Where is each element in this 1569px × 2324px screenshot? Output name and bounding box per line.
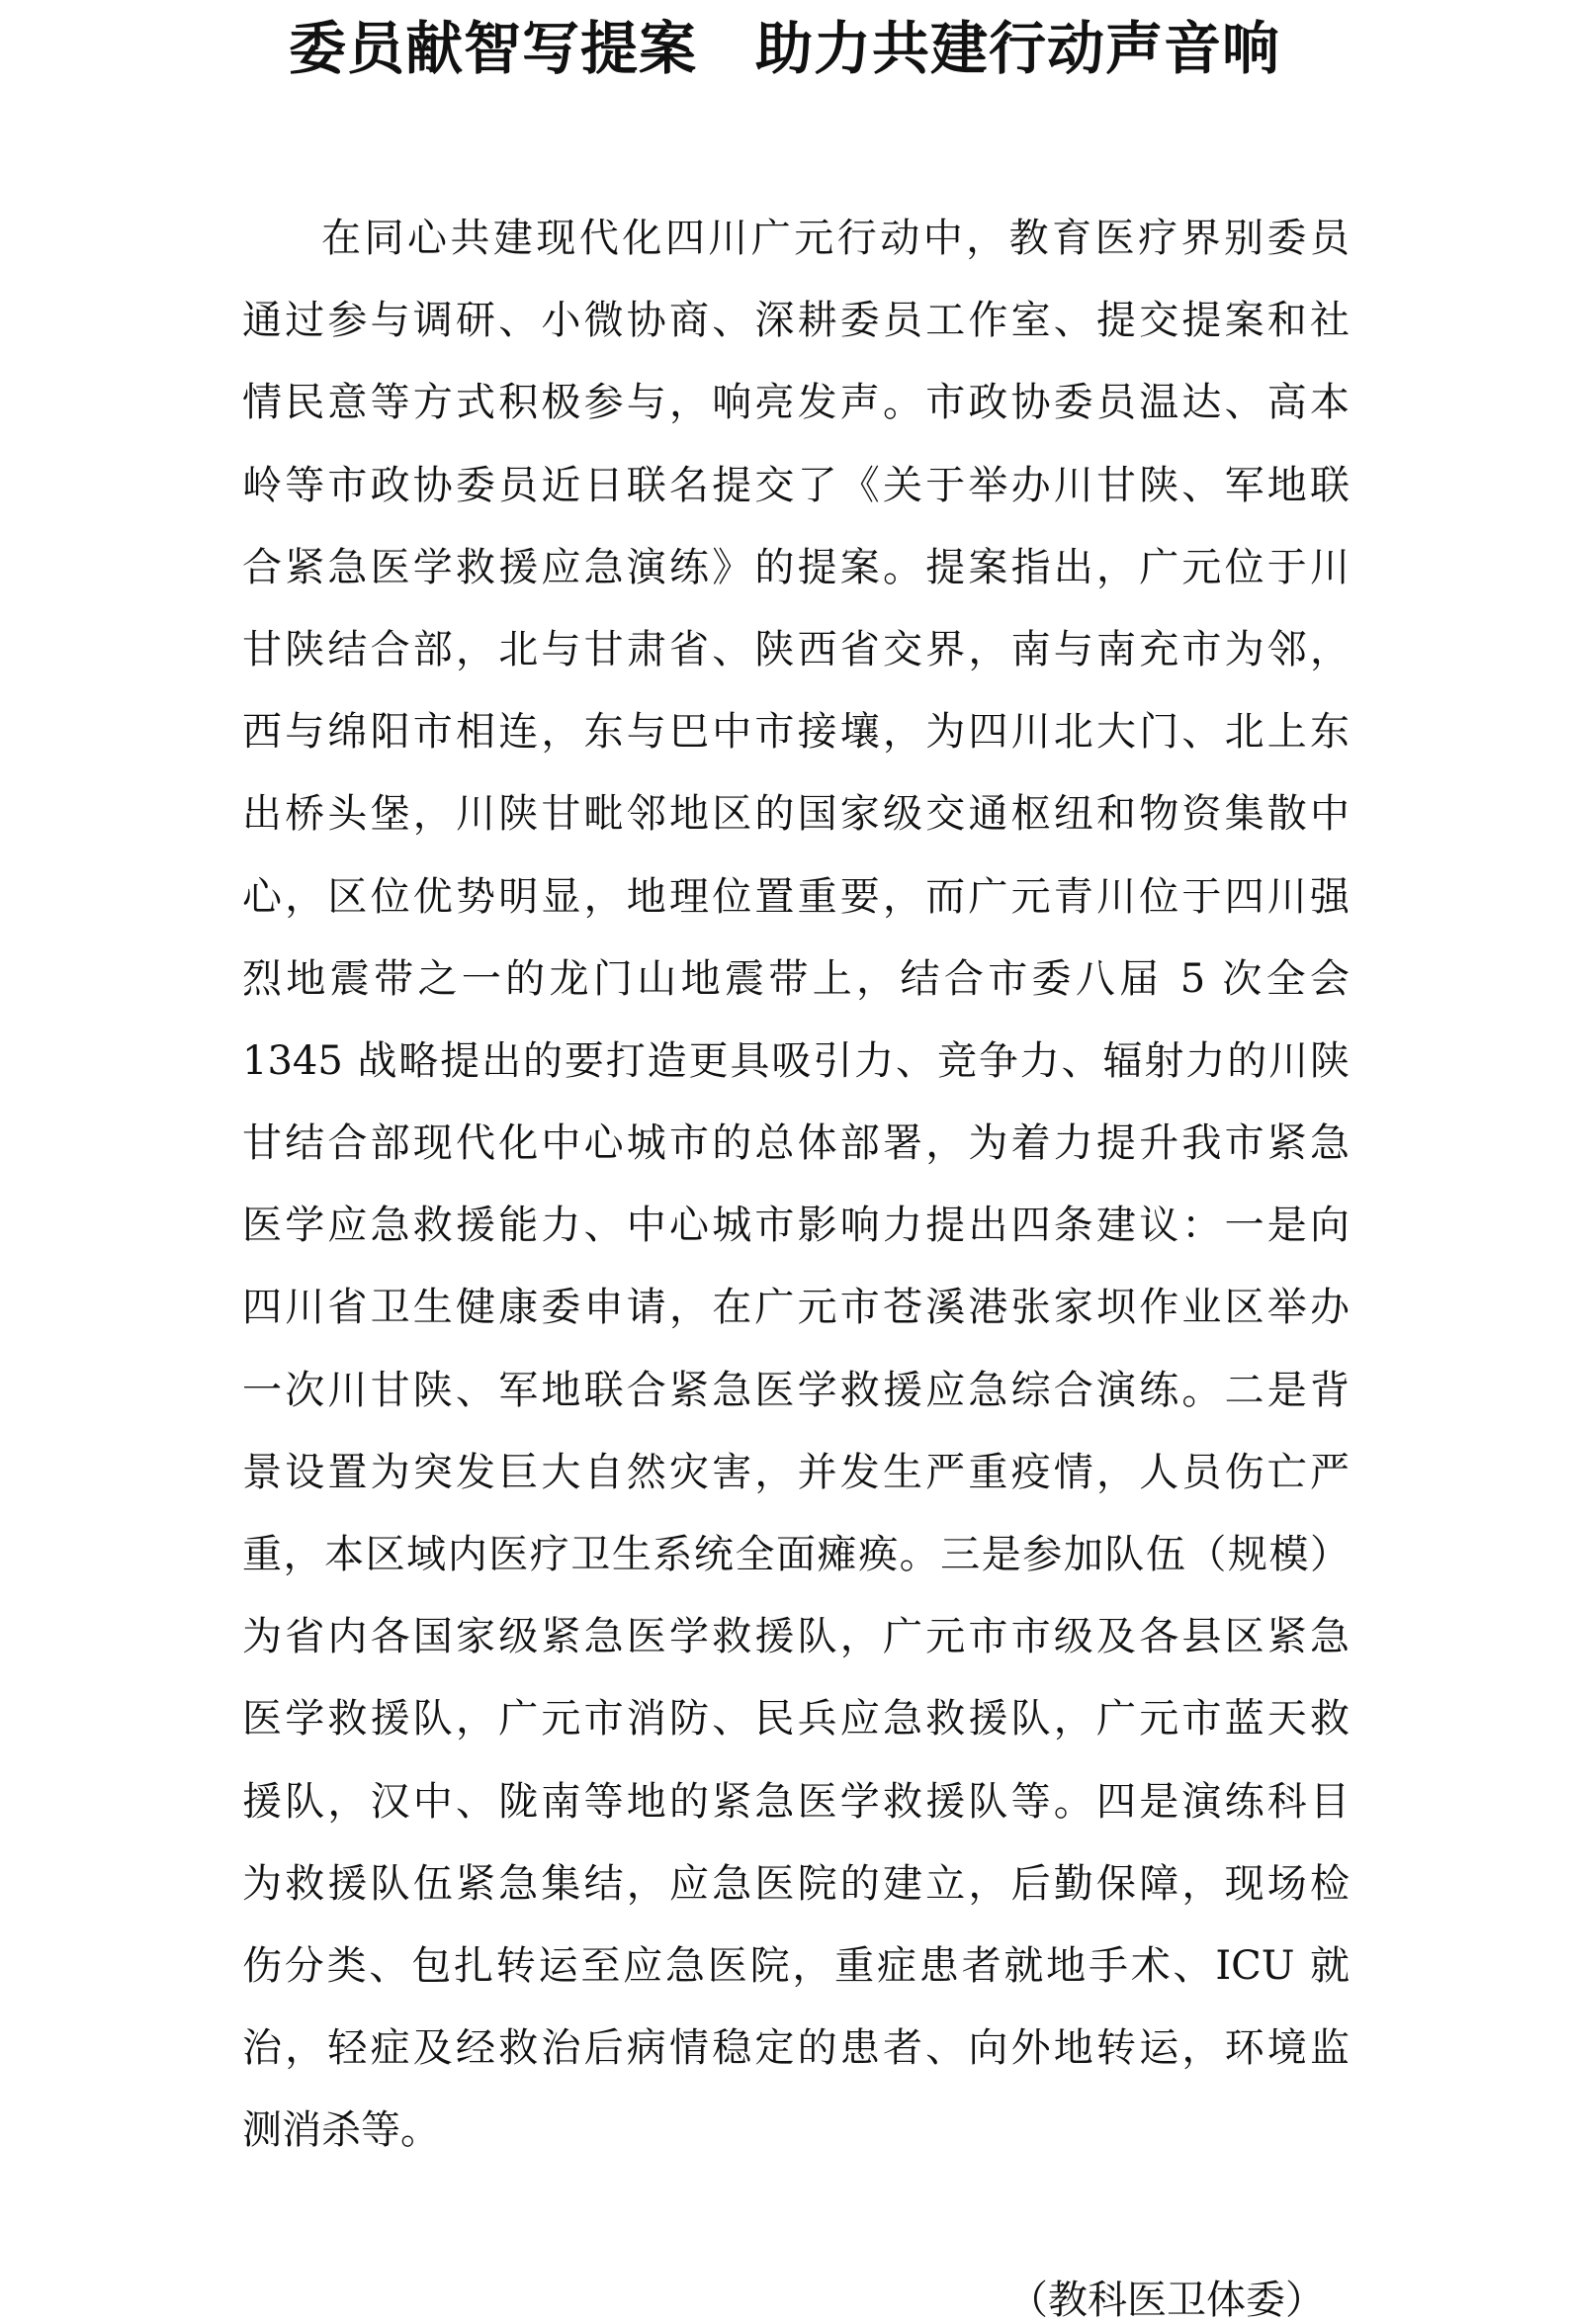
- body-line: 情民意等方式积极参与，响亮发声。市政协委员温达、高本: [242, 380, 1350, 426]
- body-line: 出桥头堡，川陕甘毗邻地区的国家级交通枢纽和物资集散中: [242, 791, 1350, 838]
- body-line: 1345 战略提出的要打造更具吸引力、竞争力、辐射力的川陕: [242, 1037, 1350, 1084]
- body-line: 烈地震带之一的龙门山地震带上，结合市委八届 5 次全会: [242, 955, 1350, 1002]
- body-line: 一次川甘陕、军地联合紧急医学救援应急综合演练。二是背: [242, 1367, 1350, 1413]
- body-line: 通过参与调研、小微协商、深耕委员工作室、提交提案和社: [242, 298, 1350, 344]
- body-line: 测消杀等。: [242, 2107, 440, 2154]
- document-signature: （教科医卫体委）: [1008, 2278, 1325, 2323]
- body-line: 援队，汉中、陇南等地的紧急医学救援队等。四是演练科目: [242, 1778, 1350, 1825]
- body-line: 甘结合部现代化中心城市的总体部署，为着力提升我市紧急: [242, 1120, 1350, 1167]
- document-body: [242, 198, 1350, 2173]
- body-line: 医学应急救援能力、中心城市影响力提出四条建议：一是向: [242, 1203, 1350, 1249]
- body-line: 西与绵阳市相连，东与巴中市接壤，为四川北大门、北上东: [242, 709, 1350, 756]
- body-line: 景设置为突发巨大自然灾害，并发生严重疫情，人员伤亡严: [242, 1449, 1350, 1495]
- body-line: 伤分类、包扎转运至应急医院，重症患者就地手术、ICU 就: [242, 1942, 1350, 1989]
- body-line: 在同心共建现代化四川广元行动中，教育医疗界别委员: [321, 216, 1350, 261]
- body-line: 医学救援队，广元市消防、民兵应急救援队，广元市蓝天救: [242, 1696, 1350, 1743]
- document-title: 委员献智写提案 助力共建行动声音响: [288, 15, 1280, 82]
- body-line: 重，本区域内医疗卫生系统全面瘫痪。三是参加队伍（规模）: [242, 1532, 1350, 1577]
- body-line: 合紧急医学救援应急演练》的提案。提案指出，广元位于川: [242, 544, 1350, 590]
- body-line: 岭等市政协委员近日联名提交了《关于举办川甘陕、军地联: [242, 462, 1350, 508]
- body-line: 四川省卫生健康委申请，在广元市苍溪港张家坝作业区举办: [242, 1285, 1350, 1331]
- body-line: 治，轻症及经救治后病情稳定的患者、向外地转运，环境监: [242, 2025, 1350, 2072]
- body-line: 为救援队伍紧急集结，应急医院的建立，后勤保障，现场检: [242, 1860, 1350, 1907]
- body-line: 心，区位优势明显，地理位置重要，而广元青川位于四川强: [242, 873, 1350, 920]
- body-line: 为省内各国家级紧急医学救援队，广元市市级及各县区紧急: [242, 1614, 1350, 1660]
- body-line: 甘陕结合部，北与甘肃省、陕西省交界，南与南充市为邻，: [242, 626, 1350, 672]
